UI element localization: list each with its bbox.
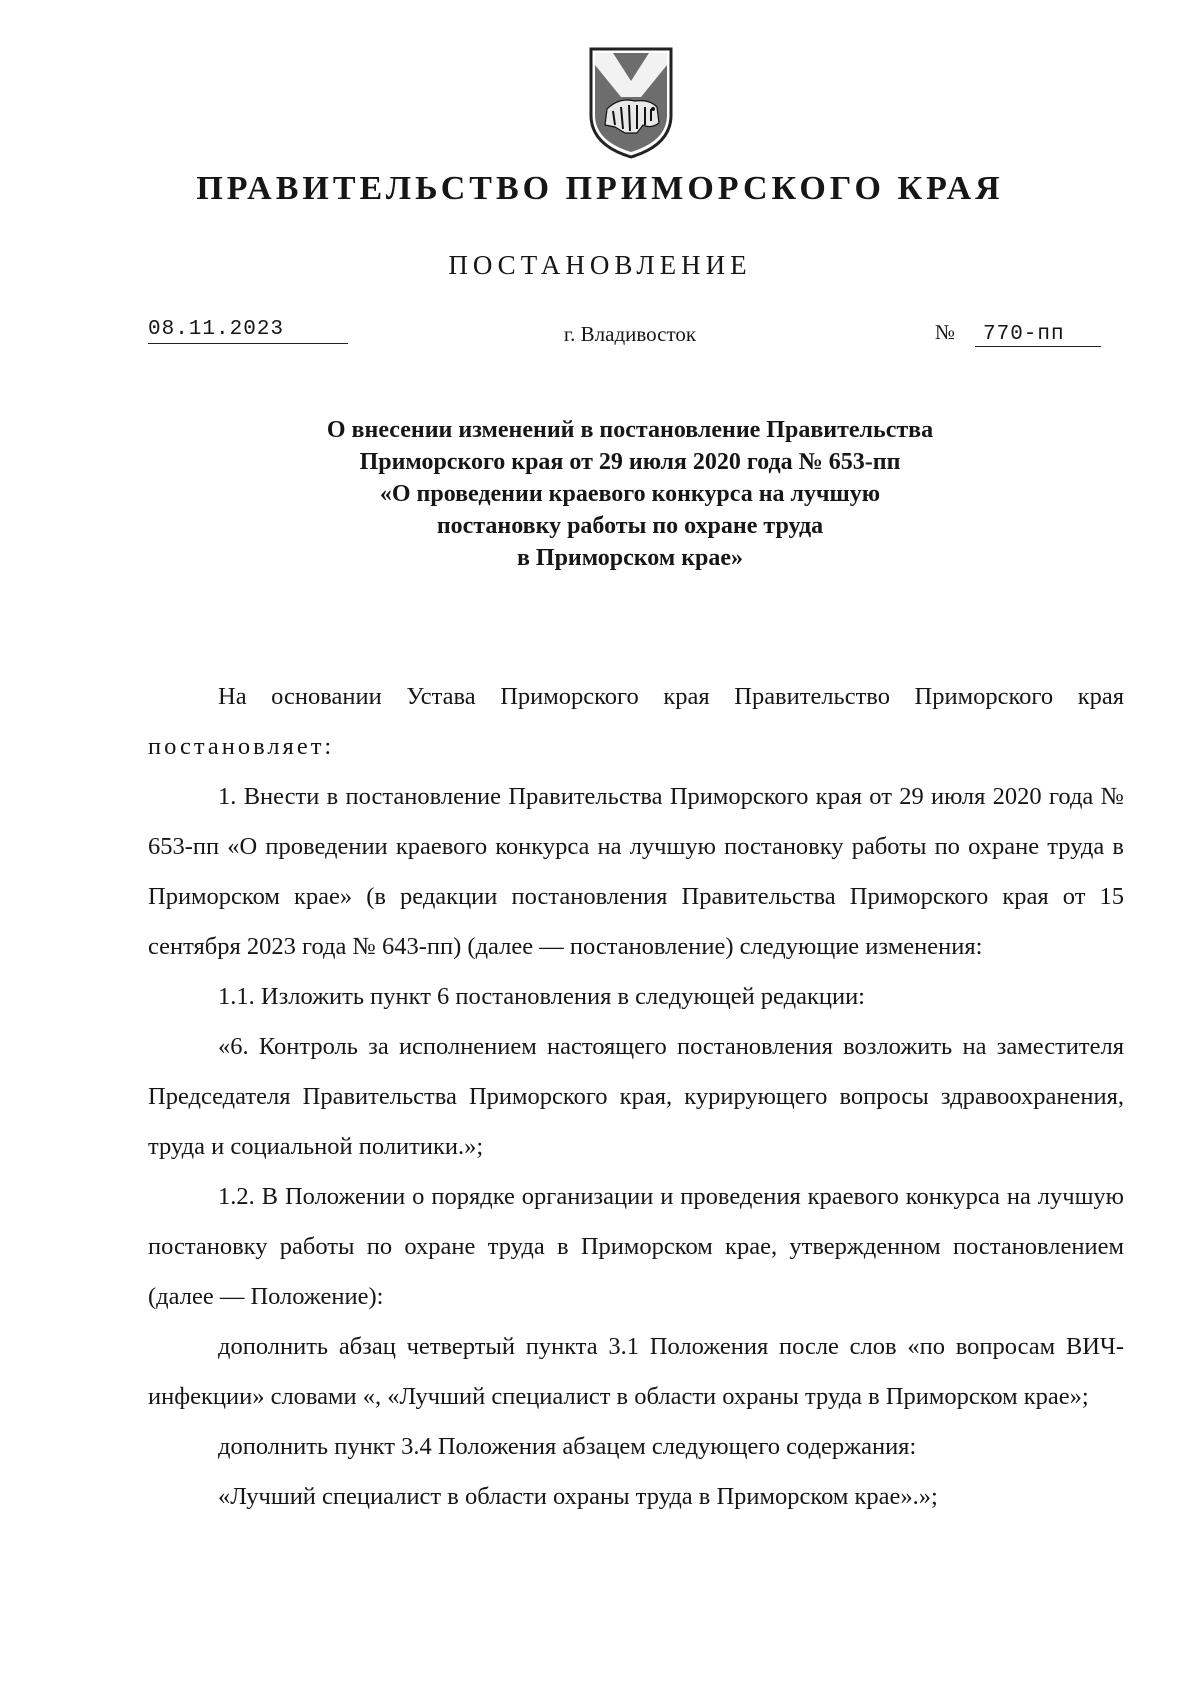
paragraph-1-2: 1.2. В Положении о порядке организации и проведения краевого конкурса на лучшую постановку работы по охране труда в Приморском крае, утвержденном постановлением (далее — Положение):: [148, 1183, 1124, 1310]
coat-of-arms-emblem: [585, 45, 677, 160]
document-date: 08.11.2023: [148, 318, 348, 344]
preamble-text: На основании Устава Приморского края Правительство Приморского края: [218, 683, 1124, 710]
document-title: [200, 414, 1060, 574]
document-number-block: [935, 320, 1101, 347]
document-body: [148, 672, 1124, 1522]
document-number: 770-пп: [975, 323, 1101, 347]
organization-name: ПРАВИТЕЛЬСТВО ПРИМОРСКОГО КРАЯ: [196, 170, 1004, 207]
preamble-decree-word: постановляет:: [148, 733, 335, 760]
title-line: О внесении изменений в постановление Правительства: [326, 417, 934, 443]
title-line: Приморского края от 29 июля 2020 года № 653-пп: [359, 449, 901, 475]
document-type: ПОСТАНОВЛЕНИЕ: [448, 250, 752, 280]
paragraph-1-2-b: дополнить пункт 3.4 Положения абзацем следующего содержания:: [218, 1433, 917, 1460]
paragraph-1-2-c: «Лучший специалист в области охраны труда в Приморском крае».»;: [218, 1483, 938, 1510]
paragraph-1-1-text: «6. Контроль за исполнением настоящего постановления возложить на заместителя Председателя Правительства Приморского края, курирующего вопросы здравоохранения, труда и социальной политики.»;: [148, 1033, 1124, 1160]
paragraph-1-1: 1.1. Изложить пункт 6 постановления в следующей редакции:: [218, 983, 865, 1010]
title-line: «О проведении краевого конкурса на лучшую: [379, 481, 881, 507]
title-line: в Приморском крае»: [516, 545, 744, 571]
paragraph-1: 1. Внести в постановление Правительства Приморского края от 29 июля 2020 года № 653-пп «О проведении краевого конкурса на лучшую постановку работы по охране труда в Приморском крае» (в редакции постановления Правительства Приморского края от 15 сентября 2023 года № 643-пп) (далее — постановление) следующие изменения:: [148, 783, 1124, 960]
number-label: №: [935, 320, 956, 344]
preamble-paragraph: [148, 672, 1124, 772]
title-line: постановку работы по охране труда: [436, 513, 824, 539]
paragraph-1-2-a: дополнить абзац четвертый пункта 3.1 Положения после слов «по вопросам ВИЧ-инфекции» словами «, «Лучший специалист в области охраны труда в Приморском крае»;: [148, 1333, 1124, 1410]
document-city: г. Владивосток: [563, 322, 697, 346]
